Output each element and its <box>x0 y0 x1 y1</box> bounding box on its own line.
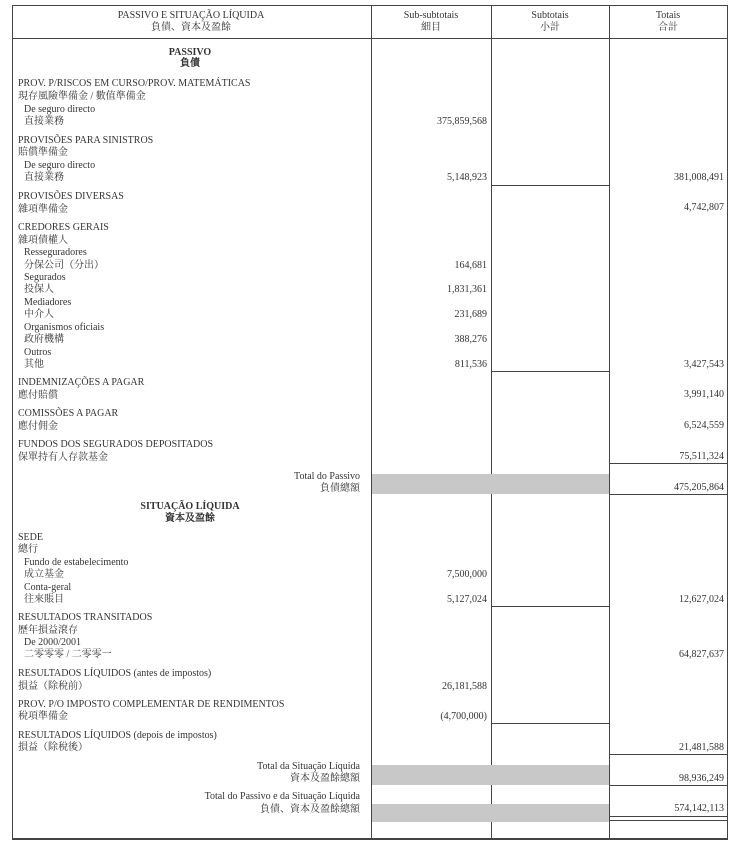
subtotal-value: 5,127,024 <box>447 594 487 605</box>
total-value: 12,627,024 <box>679 594 724 605</box>
total-value: 21,481,588 <box>679 742 724 753</box>
row-sublabel: Conta-geral <box>24 582 72 593</box>
col-header-totais: Totais <box>655 10 681 21</box>
subtotal-value: 1,831,361 <box>447 284 487 295</box>
col-divider <box>609 5 610 839</box>
total-situacao-value: 98,936,249 <box>679 773 724 784</box>
rule <box>609 494 727 495</box>
row-sublabel: De seguro directo <box>24 160 96 171</box>
rule <box>491 606 609 607</box>
row-label-zh: 稅項準備金 <box>18 711 68 722</box>
row-sublabel: Outros <box>24 347 52 358</box>
double-rule <box>609 820 727 821</box>
section-title-zh: 資本及盈餘 <box>165 513 215 524</box>
col-header-totais-zh: 合計 <box>658 22 678 33</box>
total-label: Total da Situação Líquida <box>257 761 360 772</box>
row-label-zh: 保單持有人存款基金 <box>18 452 108 463</box>
subtotal-value: 7,500,000 <box>447 569 487 580</box>
section-title: PASSIVO <box>168 47 212 58</box>
row-label-zh: 賠償準備金 <box>18 147 68 158</box>
row-label-zh: 應付賠償 <box>18 390 58 401</box>
border-top <box>12 5 728 6</box>
row-sublabel-zh: 二零零零 / 二零零一 <box>24 649 112 660</box>
col-header-subtotais-zh: 小計 <box>540 22 560 33</box>
row-sublabel-zh: 往來賬目 <box>24 594 64 605</box>
row-sublabel: De seguro directo <box>24 104 96 115</box>
col-header-subtotais: Subtotais <box>531 10 569 21</box>
shaded-band <box>372 474 609 494</box>
rule <box>491 723 609 724</box>
subtotal-value: 375,859,568 <box>437 116 487 127</box>
row-label-zh: 損益（除稅後） <box>18 742 88 753</box>
row-label-zh: 損益（除稅前） <box>18 681 88 692</box>
row-sublabel-zh: 其他 <box>24 359 44 370</box>
row-label: FUNDOS DOS SEGURADOS DEPOSITADOS <box>18 439 214 450</box>
row-sublabel-zh: 直接業務 <box>24 116 64 127</box>
subtotal-value: (4,700,000) <box>440 711 487 722</box>
double-rule <box>609 816 727 817</box>
subtotal-value: 231,689 <box>454 309 487 320</box>
row-label: RESULTADOS LÍQUIDOS (antes de impostos) <box>18 668 212 679</box>
subtotal-value: 811,536 <box>454 359 487 370</box>
subtotal-value: 5,148,923 <box>447 172 487 183</box>
shaded-band <box>372 804 609 822</box>
row-sublabel: Mediadores <box>24 297 72 308</box>
row-sublabel: Segurados <box>24 272 66 283</box>
rule <box>609 785 727 786</box>
row-sublabel-zh: 政府機構 <box>24 334 64 345</box>
subtotal-value: 26,181,588 <box>442 681 487 692</box>
total-value: 75,511,324 <box>679 451 724 462</box>
grand-total-value: 574,142,113 <box>674 803 724 814</box>
border-bottom <box>12 838 728 840</box>
rule <box>609 463 727 464</box>
total-value: 4,742,807 <box>684 202 724 213</box>
row-sublabel: Resseguradores <box>24 247 87 258</box>
row-label-zh: 雜項準備金 <box>18 204 68 215</box>
border-left <box>12 5 13 839</box>
grand-total-label-zh: 負債、資本及盈餘總額 <box>260 804 360 815</box>
row-sublabel-zh: 成立基金 <box>24 569 64 580</box>
col-header-sub-subtotais-zh: 細目 <box>421 22 441 33</box>
total-label-zh: 資本及盈餘總額 <box>290 773 360 784</box>
row-label: RESULTADOS LÍQUIDOS (depois de impostos) <box>18 730 217 741</box>
row-sublabel: Organismos oficiais <box>24 322 105 333</box>
total-value: 6,524,559 <box>684 420 724 431</box>
row-label: SEDE <box>18 532 43 543</box>
grand-total-label: Total do Passivo e da Situação Líquida <box>204 791 360 802</box>
header-title: PASSIVO E SITUAÇÃO LÍQUIDA <box>117 10 265 21</box>
subtotal-value: 388,276 <box>454 334 487 345</box>
row-sublabel: Fundo de estabelecimento <box>24 557 129 568</box>
header-title-zh: 負債、資本及盈餘 <box>151 22 231 33</box>
row-label-zh: 雜項債權人 <box>18 235 68 246</box>
row-label-zh: 應付佣金 <box>18 421 58 432</box>
row-label: PROV. P/O IMPOSTO COMPLEMENTAR DE RENDIMENTOS <box>18 699 285 710</box>
rule <box>491 371 609 372</box>
total-value: 3,427,543 <box>684 359 724 370</box>
row-label: PROVISÕES PARA SINISTROS <box>18 135 154 146</box>
row-label: RESULTADOS TRANSITADOS <box>18 612 153 623</box>
row-label: PROVISÕES DIVERSAS <box>18 191 124 202</box>
row-label: COMISSÕES A PAGAR <box>18 408 119 419</box>
total-value: 64,827,637 <box>679 649 724 660</box>
header-divider <box>12 38 728 39</box>
row-label-zh: 歷年損益滾存 <box>18 625 78 636</box>
total-label: Total do Passivo <box>294 471 360 482</box>
row-label: PROV. P/RISCOS EM CURSO/PROV. MATEMÁTICAS <box>18 78 251 89</box>
section-title: SITUAÇÃO LÍQUIDA <box>140 501 240 512</box>
shaded-band <box>372 765 609 785</box>
row-sublabel-zh: 直接業務 <box>24 172 64 183</box>
total-value: 381,008,491 <box>674 172 724 183</box>
border-right <box>727 5 728 839</box>
col-divider <box>491 5 492 839</box>
rule <box>491 185 609 186</box>
row-sublabel-zh: 分保公司（分出） <box>24 260 104 271</box>
row-label-zh: 現存風險準備金 / 數值準備金 <box>18 91 146 102</box>
subtotal-value: 164,681 <box>454 260 487 271</box>
row-label: CREDORES GERAIS <box>18 222 109 233</box>
total-value: 3,991,140 <box>684 389 724 400</box>
row-label: INDEMNIZAÇÕES A PAGAR <box>18 377 145 388</box>
row-label-zh: 總行 <box>18 544 38 555</box>
total-passivo-value: 475,205,864 <box>674 482 724 493</box>
rule <box>609 754 727 755</box>
col-header-sub-subtotais: Sub-subtotais <box>403 10 459 21</box>
row-sublabel: De 2000/2001 <box>24 637 81 648</box>
section-title-zh: 負債 <box>180 58 200 69</box>
total-label-zh: 負債總額 <box>320 483 360 494</box>
col-divider <box>371 5 372 839</box>
row-sublabel-zh: 投保人 <box>24 284 54 295</box>
row-sublabel-zh: 中介人 <box>24 309 54 320</box>
